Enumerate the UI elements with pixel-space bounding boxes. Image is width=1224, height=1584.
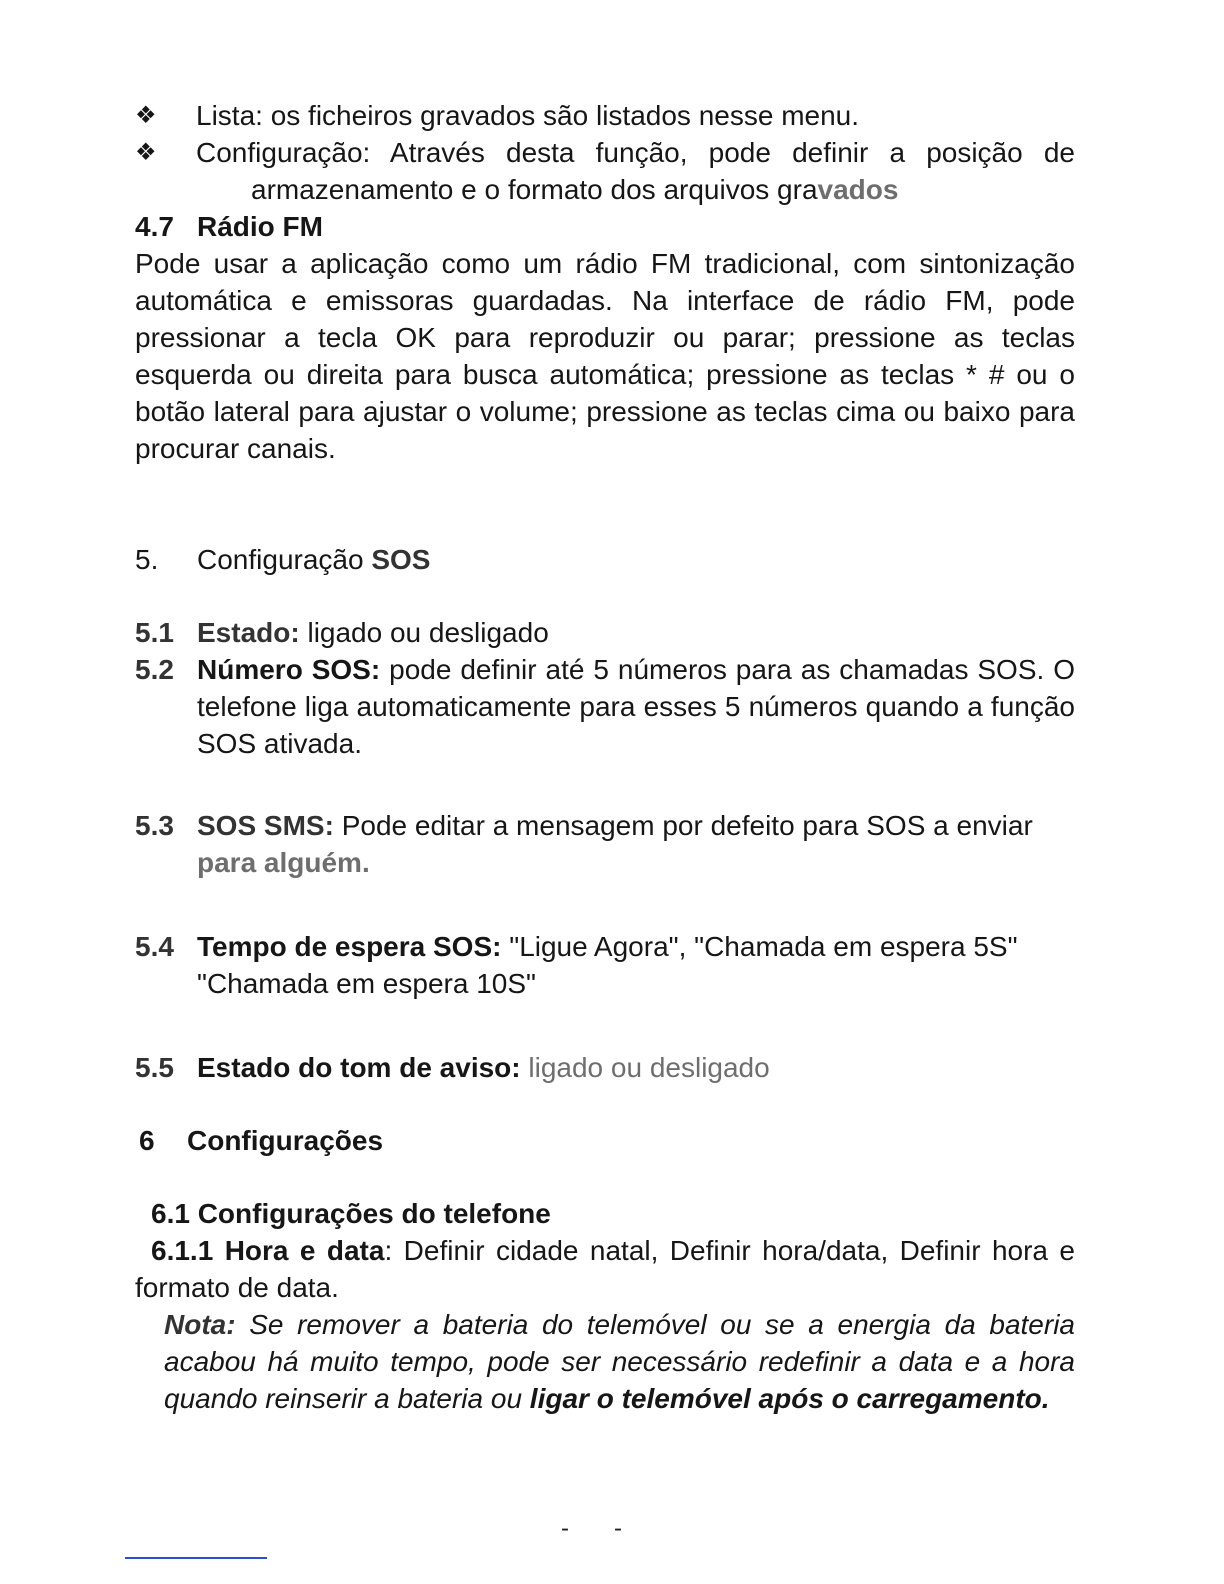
item-5-2: 5.2 Número SOS: pode definir até 5 números para as chamadas SOS. O telefone liga automaticamente para esses 5 números quando a função SOS ativada. (135, 654, 1076, 759)
item-5-4: 5.4 Tempo de espera SOS: "Ligue Agora", "Chamada em espera 5S" "Chamada em espera 10S" (135, 931, 1018, 999)
section-body-4-7: Pode usar a aplicação como um rádio FM tradicional, com sintonização automática e emissoras guardadas. Na interface de rádio FM, pode pressionar a tecla OK para reproduzir ou parar; pressione as teclas esquerda ou direita para busca automática; pressione as teclas * # ou o botão lateral para ajustar o volume; pressione as teclas cima ou baixo para procurar canais. (135, 248, 1075, 464)
document-page (135, 97, 1075, 1417)
note-paragraph: Nota: Se remover a bateria do telemóvel ou se a energia da bateria acabou há muito tempo, pode ser necessário redefinir a data e a hora quando reinserir a bateria ou ligar o telemóvel após o carregamento. (164, 1309, 1075, 1414)
section-heading-6: 6 Configurações (139, 1125, 384, 1156)
bullet-text: Configuração: Através desta função, pode definir a posição de (196, 137, 1075, 168)
bullet-lista (135, 97, 1075, 134)
section-heading-6-1: 6.1 Configurações do telefone (151, 1198, 551, 1229)
section-heading-4-7: 4.7 Rádio FM (135, 211, 323, 242)
footer-dash: - (561, 1515, 569, 1542)
footer-dash: - (614, 1515, 622, 1542)
item-5-1: 5.1 Estado: ligado ou desligado (135, 617, 549, 648)
bullet-configuracao (135, 134, 1075, 208)
bullet-text: Lista: os ficheiros gravados são listados nesse menu. (196, 100, 860, 131)
footer-rule (125, 1557, 267, 1559)
item-5-3: 5.3 SOS SMS: Pode editar a mensagem por defeito para SOS a enviar para alguém. (135, 810, 1033, 878)
paragraph-6-1-1: 6.1.1 Hora e data: Definir cidade natal, Definir hora/data, Definir hora e formato de data. (135, 1235, 1075, 1303)
diamond-bullet-icon: ❖ (135, 102, 157, 129)
item-5-5: 5.5 Estado do tom de aviso: ligado ou desligado (135, 1052, 770, 1083)
bullet-continuation: armazenamento e o formato dos arquivos gravados (251, 174, 899, 205)
section-heading-5: 5. Configuração SOS (135, 544, 431, 575)
diamond-bullet-icon: ❖ (135, 139, 157, 166)
